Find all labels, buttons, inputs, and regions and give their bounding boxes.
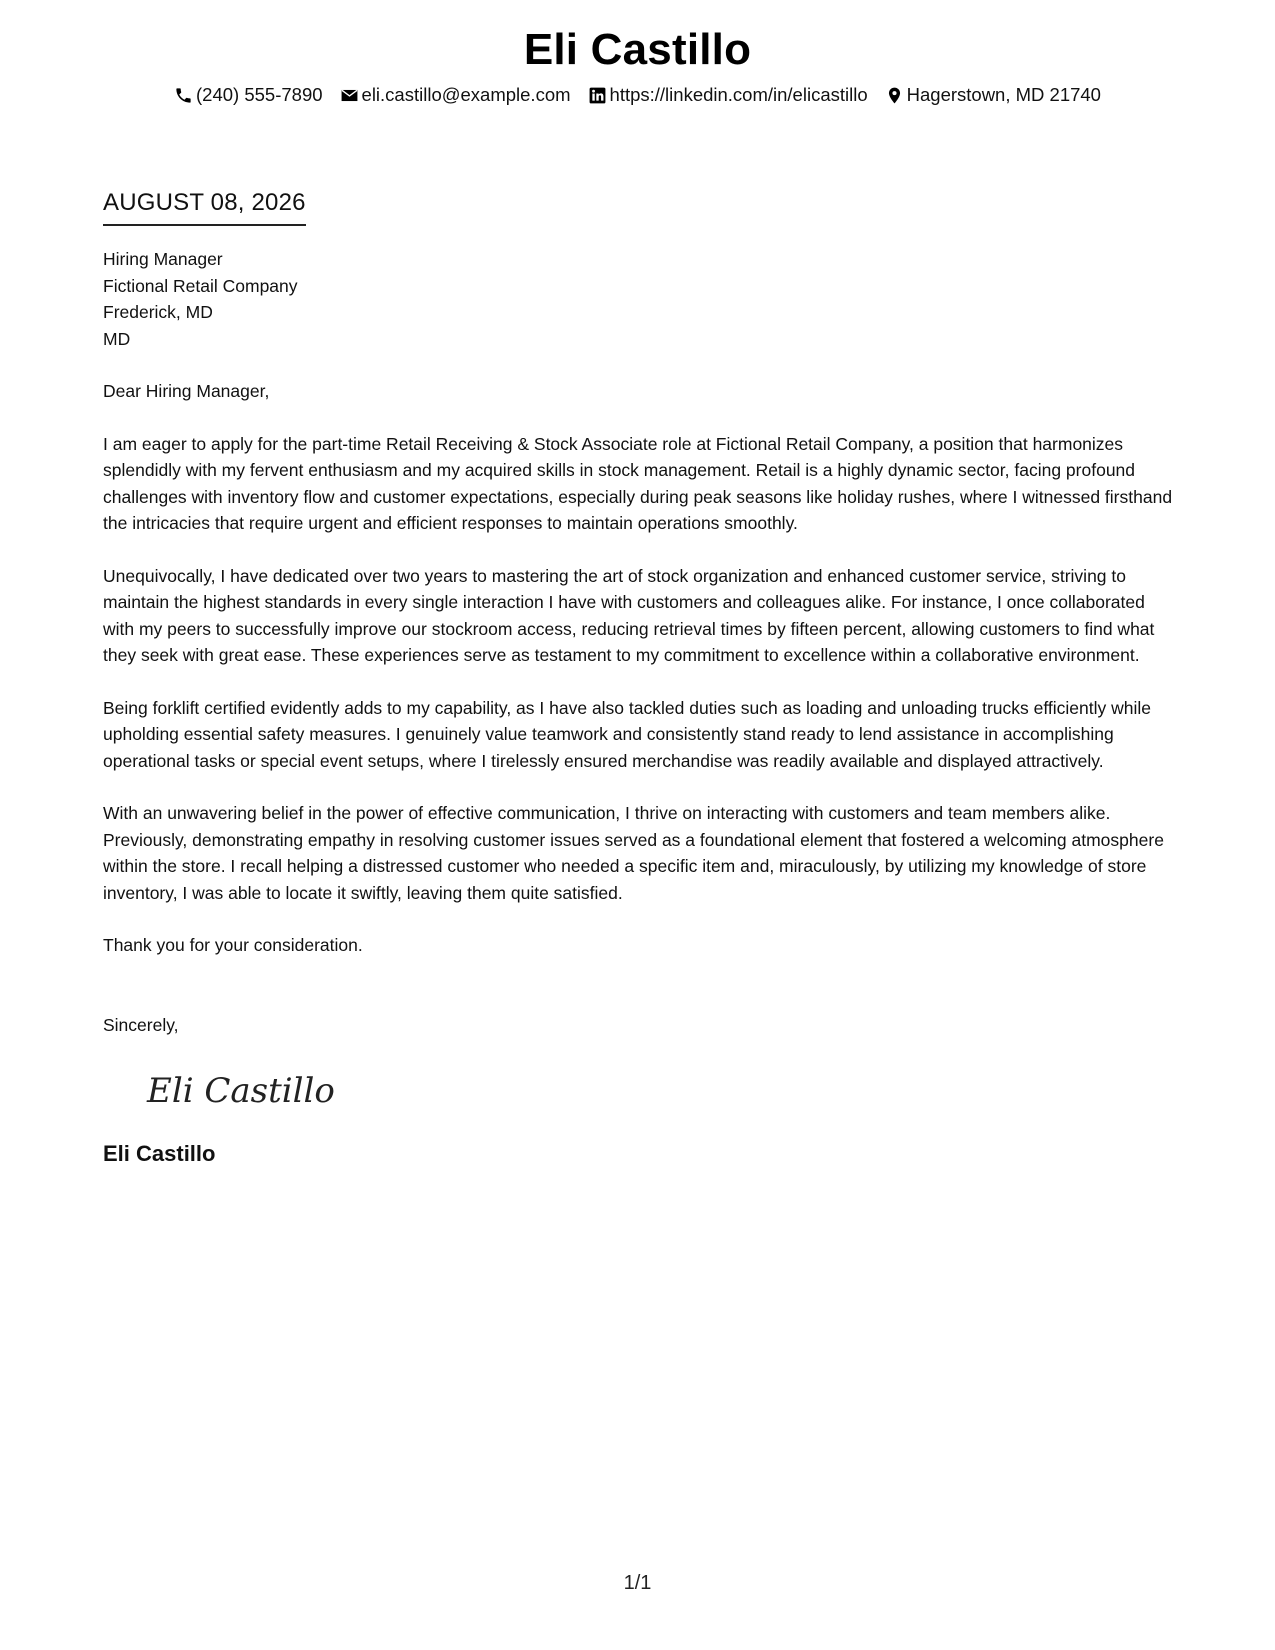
recipient-line: MD	[103, 328, 131, 349]
contact-location	[885, 82, 1101, 108]
contact-info	[0, 82, 1275, 108]
applicant-name: Eli Castillo	[523, 25, 752, 74]
recipient-block	[103, 246, 1173, 352]
recipient-line: Fictional Retail Company	[103, 275, 298, 296]
map-marker-icon	[885, 86, 904, 105]
contact-phone	[174, 82, 323, 108]
signer-name: Eli Castillo	[103, 1141, 216, 1166]
greeting: Dear Hiring Manager,	[103, 381, 270, 401]
body-paragraph: Being forklift certified evidently adds to my capability, as I have also tackled duties such as loading and unloading trucks efficiently while upholding essential safety measures. I genuinely value teamwork and consistently stand ready to lend assistance in accomplishing operational tasks or special event setups, where I tirelessly ensured merchandise was readily available and displayed attractively.	[103, 697, 1151, 771]
page-number: 1/1	[623, 1572, 652, 1594]
phone-icon	[174, 86, 193, 105]
contact-email	[340, 82, 571, 108]
signature-text: Eli Castillo	[147, 1071, 335, 1111]
thanks-line: Thank you for your consideration.	[103, 935, 363, 955]
letter-date: AUGUST 08, 2026	[103, 188, 306, 226]
phone-text: (240) 555-7890	[196, 84, 323, 105]
linkedin-icon	[588, 86, 607, 105]
body-paragraph: With an unwavering belief in the power of effective communication, I thrive on interacting with customers and team members alike. Previously, demonstrating empathy in resolving customer issues served as a foundational element that fostered a welcoming atmosphere within the store. I recall helping a distressed customer who needed a specific item and, miraculously, by utilizing my knowledge of store inventory, I was able to locate it swiftly, leaving them quite satisfied.	[103, 803, 1164, 903]
envelope-icon	[340, 86, 359, 105]
recipient-line: Frederick, MD	[103, 302, 213, 322]
letter-body	[103, 188, 1173, 1169]
closing-line: Sincerely,	[103, 1014, 179, 1035]
handwritten-signature	[143, 1060, 343, 1120]
email-text: eli.castillo@example.com	[361, 84, 571, 105]
body-paragraph: I am eager to apply for the part-time Retail Receiving & Stock Associate role at Fictional Retail Company, a position that harmonizes splendidly with my fervent enthusiasm and my acquired skills in stock management. Retail is a highly dynamic sector, facing profound challenges with inventory flow and customer expectations, especially during peak seasons like holiday rushes, where I witnessed firsthand the intricacies that require urgent and efficient responses to maintain operations smoothly.	[103, 433, 1173, 533]
recipient-line: Hiring Manager	[103, 249, 223, 269]
location-text: Hagerstown, MD 21740	[906, 84, 1101, 105]
letter-header	[0, 22, 1275, 108]
contact-linkedin	[588, 82, 868, 108]
body-paragraph: Unequivocally, I have dedicated over two years to mastering the art of stock organization and enhanced customer service, striving to maintain the highest standards in every single interaction I have with customers and colleagues alike. For instance, I once collaborated with my peers to successfully improve our stockroom access, reducing retrieval times by fifteen percent, allowing customers to find what they seek with great ease. These experiences serve as testament to my commitment to excellence within a collaborative environment.	[103, 565, 1155, 665]
linkedin-text: https://linkedin.com/in/elicastillo	[609, 84, 868, 105]
